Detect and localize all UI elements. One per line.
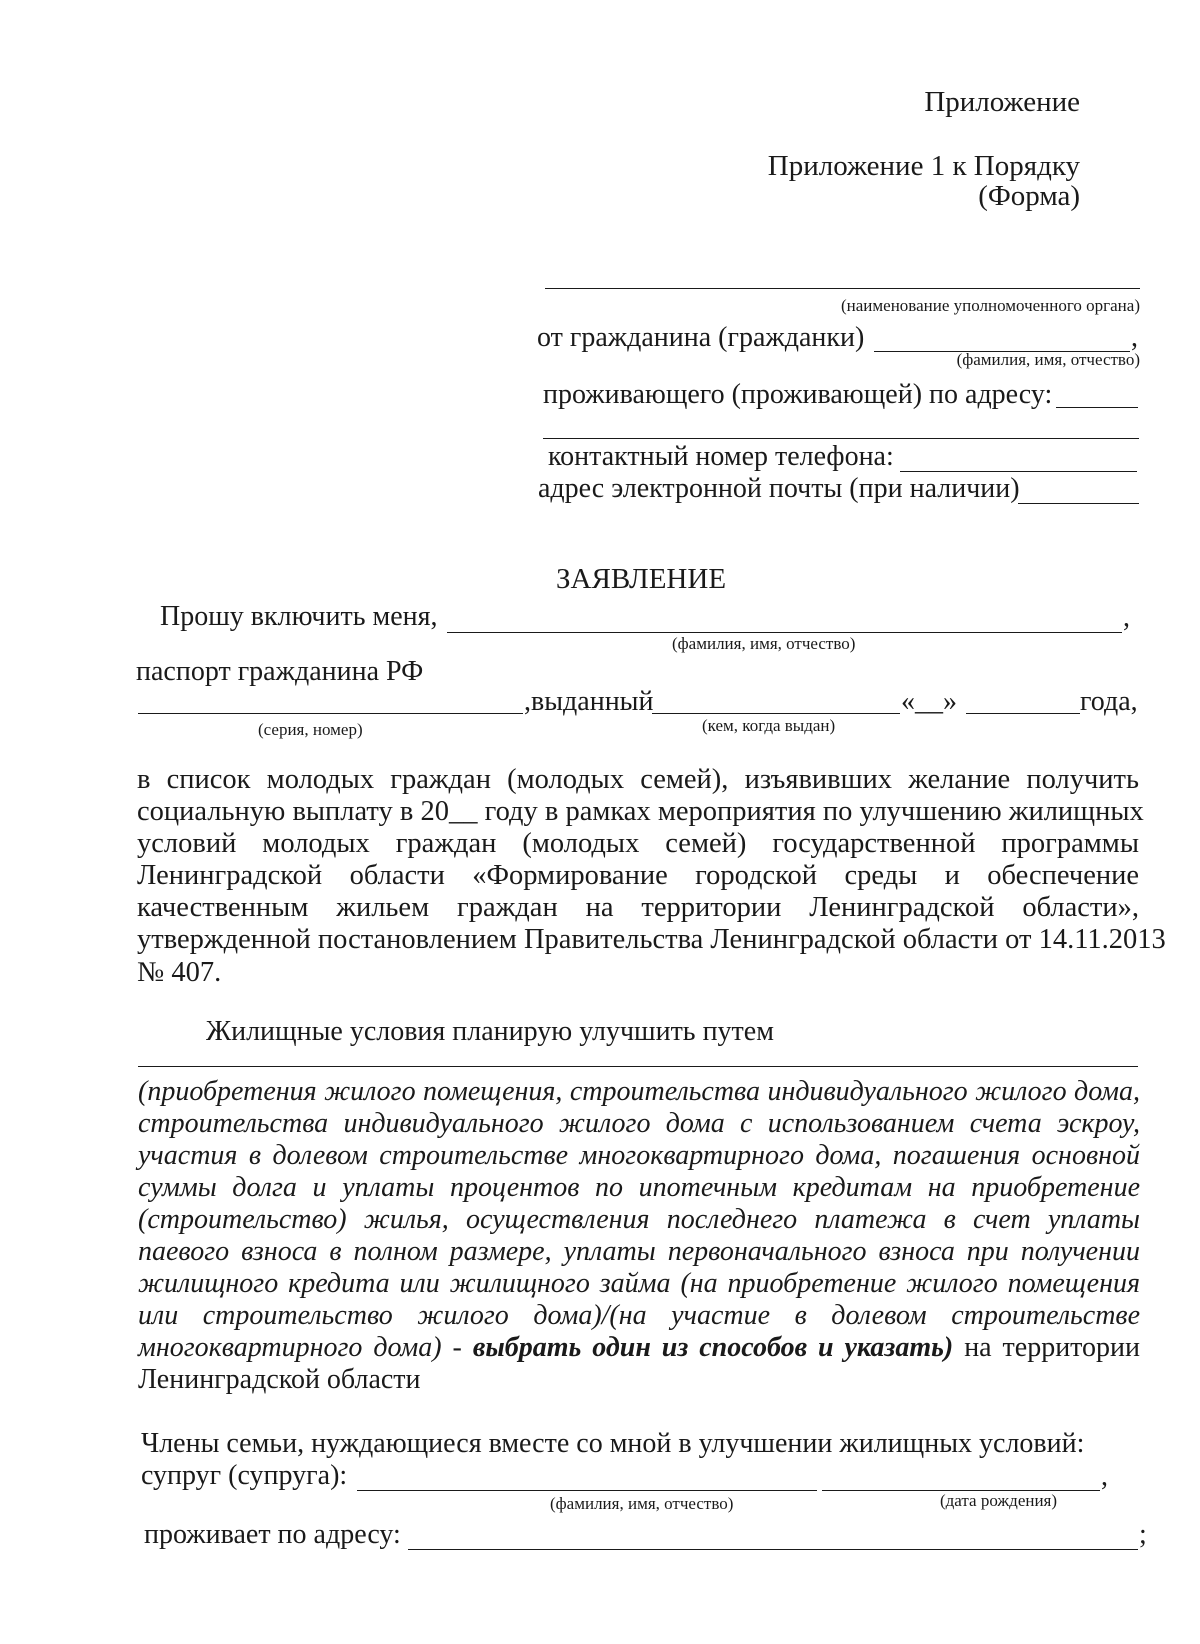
- body-line: № 407.: [137, 957, 222, 988]
- issued-year-line[interactable]: [966, 713, 1080, 714]
- body-line: условий молодых граждан (молодых семей) государственной программы: [137, 828, 1139, 859]
- improve-option-line: жилищного кредита или жилищного займа (на приобретение жилого помещения: [138, 1268, 1140, 1299]
- passport-label: паспорт гражданина РФ: [136, 656, 424, 687]
- spouse-fio-caption: (фамилия, имя, отчество): [550, 1494, 734, 1513]
- applicant-name-line[interactable]: [447, 632, 1122, 633]
- passport-number-line[interactable]: [138, 713, 523, 714]
- improve-region: Ленинградской области: [138, 1364, 421, 1395]
- residing-label: проживающего (проживающей) по адресу:: [543, 379, 1053, 410]
- email-line[interactable]: [1018, 503, 1139, 504]
- improve-last-italic: многоквартирного дома) -: [138, 1332, 462, 1363]
- year-label: года,: [1080, 686, 1138, 717]
- series-caption: (серия, номер): [258, 720, 363, 739]
- email-label: адрес электронной почты (при наличии): [538, 473, 1020, 504]
- improve-option-line: паевого взноса в полном размере, уплаты первоначального взноса при получении: [138, 1236, 1140, 1267]
- from-citizen-label: от гражданина (гражданки): [537, 322, 865, 353]
- spouse-label: супруг (супруга):: [141, 1460, 348, 1491]
- improve-option-line: (строительство) жилья, осуществления последнего платежа в счет уплаты: [138, 1204, 1140, 1235]
- authority-line[interactable]: [545, 288, 1140, 289]
- include-comma: ,: [1123, 602, 1130, 633]
- issued-date-quote: «__»: [901, 686, 957, 717]
- authority-caption: (наименование уполномоченного органа): [840, 296, 1140, 315]
- phone-label: контактный номер телефона:: [548, 441, 894, 472]
- residing-line[interactable]: [1056, 407, 1138, 408]
- body-line: Ленинградской области «Формирование городской среды и обеспечение: [137, 860, 1139, 891]
- document-title: ЗАЯВЛЕНИЕ: [556, 563, 727, 595]
- address-semicolon: ;: [1139, 1519, 1147, 1550]
- improve-option-line: суммы долга и уплаты процентов по ипотечным кредитам на приобретение: [138, 1172, 1140, 1203]
- spouse-name-line[interactable]: [357, 1490, 817, 1491]
- phone-line[interactable]: [900, 471, 1137, 472]
- improve-intro: Жилищные условия планирую улучшить путем: [206, 1016, 774, 1047]
- spouse-comma: ,: [1101, 1461, 1108, 1492]
- issued-caption: (кем, когда выдан): [702, 716, 836, 735]
- improve-option-line: (приобретения жилого помещения, строительства индивидуального жилого дома,: [138, 1076, 1140, 1107]
- citizen-fio-caption: (фамилия, имя, отчество): [956, 350, 1140, 369]
- spouse-address-line[interactable]: [408, 1549, 1138, 1550]
- form-label: (Форма): [978, 180, 1080, 212]
- improve-option-line: участия в долевом строительстве многоквартирного дома, погашения основной: [138, 1140, 1140, 1171]
- spouse-birth-caption: (дата рождения): [940, 1491, 1058, 1510]
- appendix-order-label: Приложение 1 к Порядку: [767, 150, 1080, 182]
- body-line: качественным жильем граждан на территории Ленинградской области»,: [137, 892, 1139, 923]
- body-line: социальную выплату в 20__ году в рамках мероприятия по улучшению жилищных: [137, 796, 1144, 827]
- improve-option-line: или строительство жилого дома)/(на участие в долевом строительстве: [138, 1300, 1140, 1331]
- issued-by-line[interactable]: [652, 713, 900, 714]
- appendix-label: Приложение: [924, 86, 1080, 118]
- improve-method-line[interactable]: [138, 1066, 1138, 1067]
- include-me-label: Прошу включить меня,: [160, 601, 438, 632]
- improve-choose-instruction: выбрать один из способов и указать): [472, 1332, 954, 1363]
- improve-territory-label: на территории: [964, 1332, 1141, 1363]
- family-intro: Члены семьи, нуждающиеся вместе со мной в улучшении жилищных условий:: [141, 1428, 1085, 1459]
- residing-line-2[interactable]: [543, 438, 1139, 439]
- applicant-fio-caption: (фамилия, имя, отчество): [672, 634, 856, 653]
- from-comma: ,: [1131, 322, 1138, 353]
- spouse-address-label: проживает по адресу:: [144, 1519, 401, 1550]
- improve-option-line: строительства индивидуального жилого дома с использованием счета эскроу,: [138, 1108, 1140, 1139]
- body-line: в список молодых граждан (молодых семей), изъявивших желание получить: [137, 764, 1139, 795]
- body-line: утвержденной постановлением Правительства Ленинградской области от 14.11.2013: [137, 924, 1166, 955]
- improve-option-last-line: [138, 1332, 1140, 1364]
- issued-label: ,выданный: [524, 686, 654, 717]
